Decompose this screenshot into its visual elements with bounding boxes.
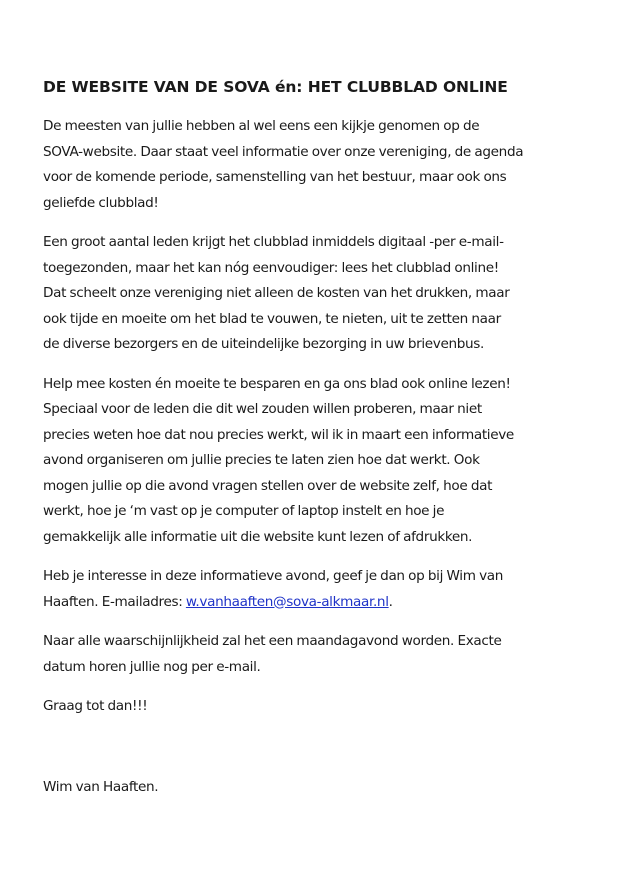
text-line: Heb je interesse in deze informatieve avond, geef je dan op bij Wim van	[43, 568, 504, 584]
text-line: de diverse bezorgers en de uiteindelijke bezorging in uw brievenbus.	[43, 336, 485, 352]
paragraph-help	[43, 372, 603, 551]
paragraph-signature	[43, 775, 603, 801]
text-line: SOVA-website. Daar staat veel informatie over onze vereniging, de agenda	[43, 143, 524, 160]
email-link[interactable]: w.vanhaaften@sova-alkmaar.nl	[185, 593, 389, 610]
text-line: Dat scheelt onze vereniging niet alleen de kosten van het drukken, maar	[43, 285, 510, 301]
text-line: Speciaal voor de leden die dit wel zouden willen proberen, maar niet	[43, 401, 482, 417]
text-line: Naar alle waarschijnlijkheid zal het een maandagavond worden. Exacte	[43, 633, 502, 649]
text-line: precies weten hoe dat nou precies werkt, wil ik in maart een informatieve	[43, 426, 514, 443]
document-title: DE WEBSITE VAN DE SOVA én: HET CLUBBLAD ONLINE	[43, 78, 508, 96]
text-line: geliefde clubblad!	[43, 194, 159, 211]
email-period: .	[388, 593, 393, 610]
document-page	[43, 74, 603, 814]
paragraph-digital	[43, 230, 603, 358]
text-line: avond organiseren om jullie precies te laten zien hoe dat werkt. Ook	[43, 452, 480, 468]
text-line: Een groot aantal leden krijgt het clubblad inmiddels digitaal -per e-mail-	[43, 234, 504, 250]
signature: Wim van Haaften.	[43, 778, 159, 795]
email-label: Haaften. E-mailadres:	[43, 593, 186, 610]
text-line: gemakkelijk alle informatie uit die website kunt lezen of afdrukken.	[43, 528, 473, 545]
paragraph-closing	[43, 694, 603, 720]
text-line: datum horen jullie nog per e-mail.	[43, 658, 261, 675]
text-line: ook tijde en moeite om het blad te vouwen, te nieten, uit te zetten naar	[43, 310, 501, 327]
paragraph-intro	[43, 114, 603, 216]
text-line: voor de komende periode, samenstelling van het bestuur, maar ook ons	[43, 169, 507, 185]
text-line: Help mee kosten én moeite te besparen en ga ons blad ook online lezen!	[43, 375, 511, 392]
paragraph-interest	[43, 564, 603, 615]
spacer	[43, 734, 603, 775]
text-line: mogen jullie op die avond vragen stellen over de website zelf, hoe dat	[43, 477, 493, 494]
text-line: toegezonden, maar het kan nóg eenvoudiger: lees het clubblad online!	[43, 259, 499, 276]
text-line: De meesten van jullie hebben al wel eens een kijkje genomen op de	[43, 118, 480, 134]
paragraph-date	[43, 629, 603, 680]
text-line-email	[43, 590, 603, 616]
closing-text: Graag tot dan!!!	[43, 698, 148, 714]
text-line: werkt, hoe je ‘m vast op je computer of laptop instelt en hoe je	[43, 503, 445, 519]
